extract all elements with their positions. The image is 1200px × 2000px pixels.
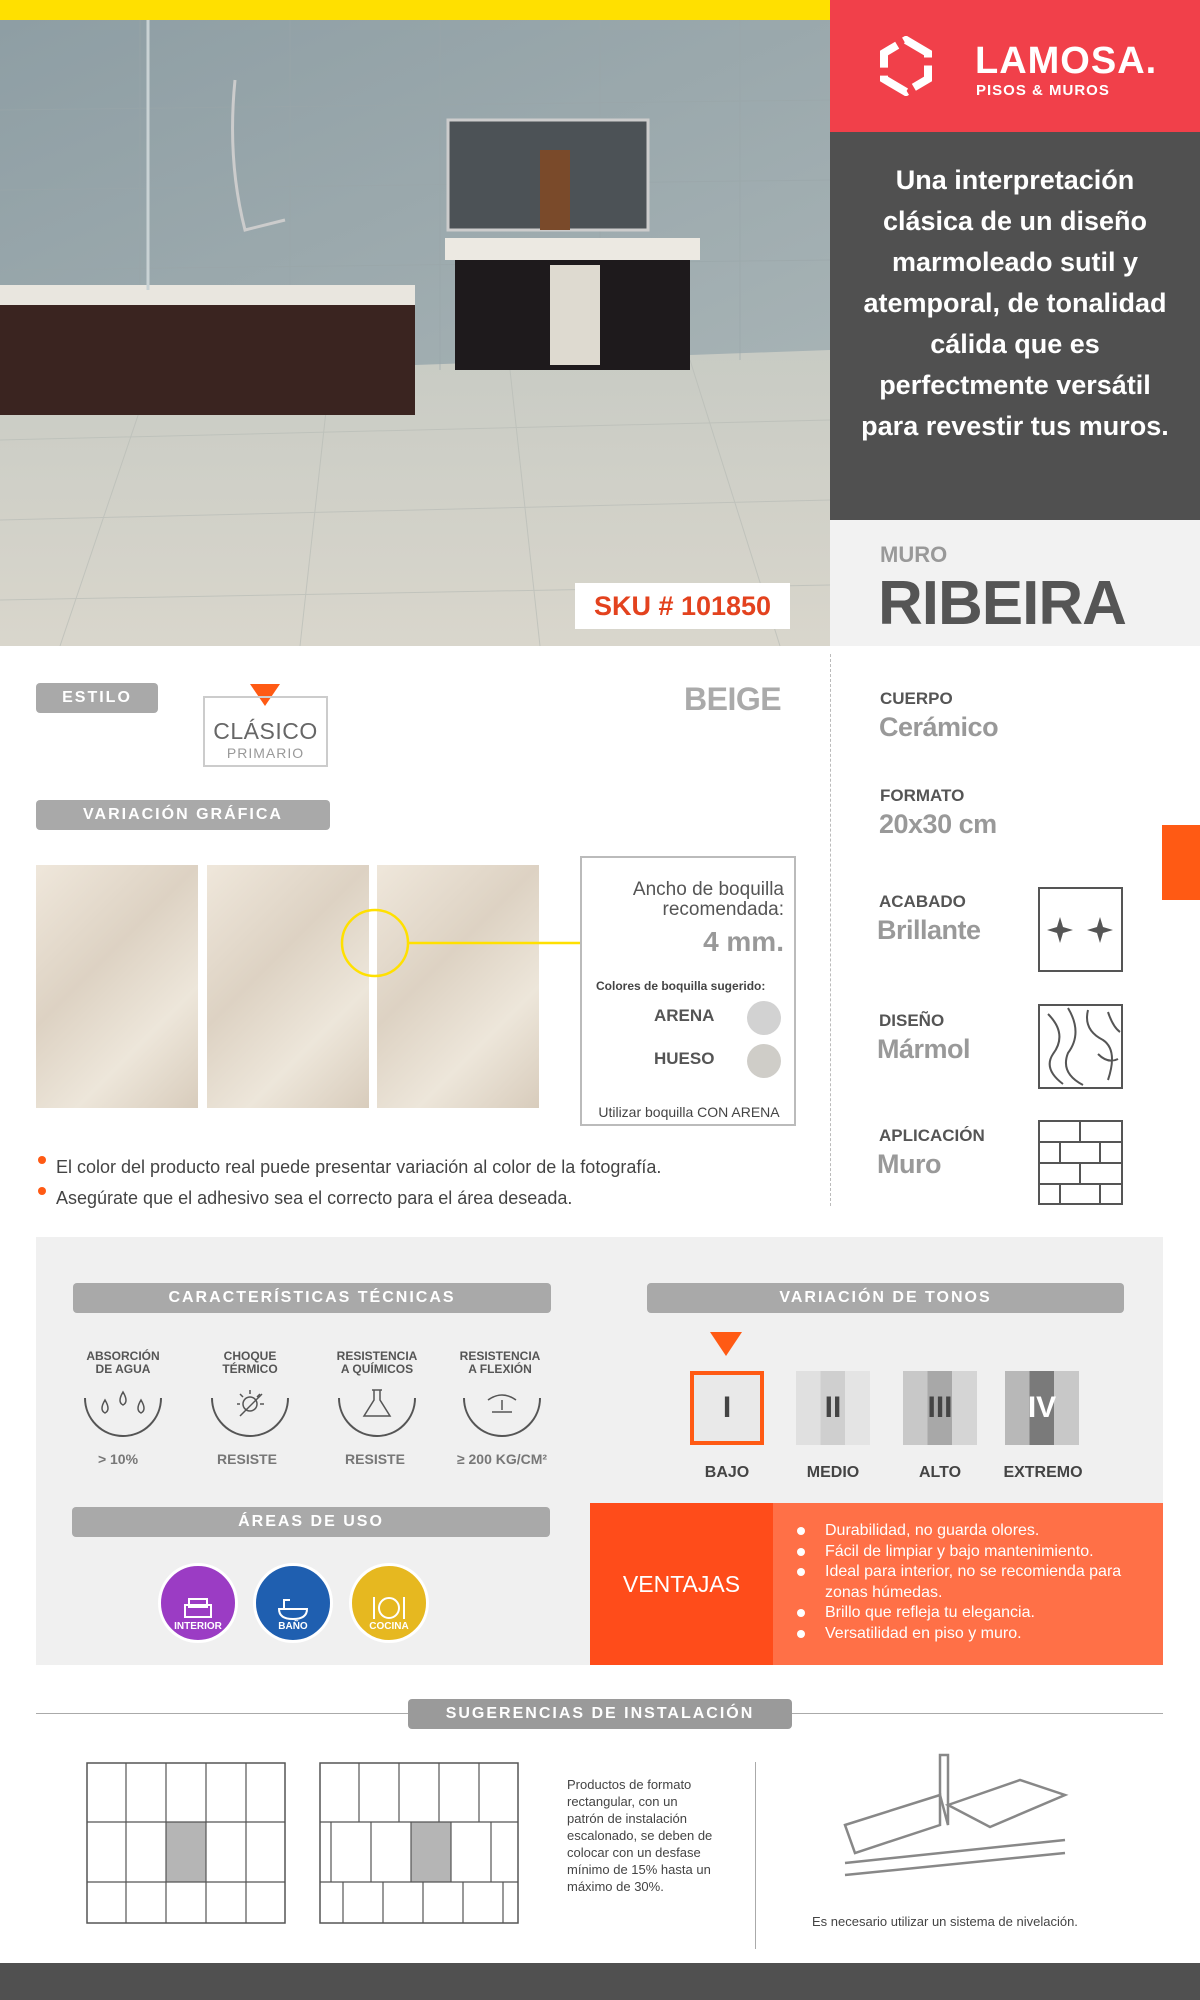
brand-subtitle: PISOS & MUROS [976, 82, 1110, 99]
tech-3-label1: RESISTENCIA [336, 1349, 418, 1363]
area-cocina [349, 1563, 429, 1643]
grid-pattern-icon [86, 1762, 286, 1924]
prop-acabado-value: Brillante [877, 915, 981, 945]
plate-icon [372, 1595, 406, 1621]
bathroom-illustration [0, 20, 830, 646]
prop-cuerpo-label: CUERPO [880, 689, 953, 708]
tile-sample-3 [377, 865, 539, 1108]
tono-alto-label: ALTO [918, 1464, 962, 1481]
boquilla-color-1: ARENA [654, 1006, 715, 1025]
tono-alto-swatch: III [903, 1371, 977, 1445]
sku-label: SKU # 101850 [575, 583, 790, 629]
color-name: BEIGE [684, 681, 782, 717]
tech-2-label1: CHOQUE [223, 1349, 277, 1363]
tono-extremo-label: EXTREMO [1003, 1464, 1083, 1481]
tech-1-value: > 10% [97, 1451, 139, 1467]
boquilla-footer: Utilizar boquilla CON ARENA [598, 1104, 780, 1120]
tono-medio-label: MEDIO [806, 1464, 860, 1481]
boquilla-box [580, 856, 796, 1126]
tech-title: CARACTERÍSTICAS TÉCNICAS [73, 1283, 551, 1313]
ventajas-title: VENTAJAS [590, 1503, 773, 1665]
area-interior [158, 1563, 238, 1643]
water-drops-icon [83, 1388, 163, 1438]
boquilla-swatch-1 [747, 1001, 781, 1035]
install-divider [755, 1762, 756, 1949]
tech-4-value: ≥ 200 KG/CM² [456, 1451, 548, 1467]
prop-diseno-label: DISEÑO [879, 1011, 945, 1030]
column-divider [830, 654, 831, 1206]
marmol-icon [1038, 1004, 1123, 1089]
leveling-system-icon [840, 1735, 1070, 1895]
area-interior-label: INTERIOR [174, 1621, 222, 1632]
boquilla-swatch-2 [747, 1044, 781, 1078]
grout-callout-icon [340, 905, 615, 985]
muro-icon [1038, 1120, 1123, 1205]
ventajas-list [773, 1503, 1163, 1665]
thermal-shock-icon [210, 1388, 290, 1438]
top-accent-bar [0, 0, 830, 20]
tono-bajo-label: BAJO [704, 1464, 750, 1481]
hero-photo [0, 20, 830, 646]
note-1: El color del producto real puede presentar variación al color de la fotografía. [56, 1157, 662, 1177]
product-category: MURO [880, 542, 948, 567]
boquilla-title: Ancho de boquilla recomendada: [632, 879, 784, 920]
estilo-sub: PRIMARIO [226, 745, 305, 761]
ventaja-item: Versatilidad en piso y muro. [795, 1624, 1151, 1645]
tono-extremo-swatch: IV [1005, 1371, 1079, 1445]
staggered-pattern-icon [319, 1762, 519, 1924]
estilo-badge [203, 696, 328, 767]
ventaja-item: Ideal para interior, no se recomienda para zonas húmedas. [795, 1562, 1151, 1603]
tile-sample-1 [36, 865, 198, 1108]
intro-text: Una interpretación clásica de un diseño marmoleado sutil y atemporal, de tonalidad cálida que es perfectmente versátil para revestir tus muros. [830, 132, 1200, 520]
tono-medio-swatch: II [796, 1371, 870, 1445]
variacion-grafica-label: VARIACIÓN GRÁFICA [36, 800, 330, 830]
boquilla-colors-label: Colores de boquilla sugerido: [596, 979, 766, 993]
prop-formato-value: 20x30 cm [879, 809, 997, 839]
areas-title: ÁREAS DE USO [72, 1507, 550, 1537]
tile-sample-2 [207, 865, 369, 1108]
estilo-value: CLÁSICO [213, 718, 318, 744]
side-accent-tab [1162, 825, 1200, 900]
note-bullet-icon [38, 1187, 46, 1195]
flask-icon [337, 1388, 417, 1438]
tech-4-label2: A FLEXIÓN [468, 1362, 532, 1376]
nivelacion-text: Es necesario utilizar un sistema de nivelación. [812, 1914, 1078, 1929]
ventaja-item: Fácil de limpiar y bajo mantenimiento. [795, 1542, 1151, 1563]
tech-2-value: RESISTE [217, 1451, 277, 1467]
tonos-title: VARIACIÓN DE TONOS [647, 1283, 1124, 1313]
prop-aplicacion-value: Muro [877, 1149, 941, 1179]
product-name-block [830, 520, 1200, 646]
boquilla-width: 4 mm. [703, 926, 784, 957]
prop-formato-label: FORMATO [880, 786, 965, 805]
prop-aplicacion-label: APLICACIÓN [879, 1126, 985, 1145]
tech-3-label2: A QUÍMICOS [340, 1362, 414, 1376]
product-name: RIBEIRA [878, 569, 1126, 638]
brand-name: LAMOSA. [975, 40, 1158, 82]
area-bano [253, 1563, 333, 1643]
tech-4-label1: RESISTENCIA [459, 1349, 541, 1363]
tono-bajo-swatch: I [690, 1371, 764, 1445]
instalacion-text: Productos de formato rectangular, con un patrón de instalación escalonado, se deben de colocar con un desfase mínimo de 15% hasta un máximo de 30%. [567, 1777, 713, 1894]
brand-block [830, 0, 1200, 132]
prop-diseno-value: Mármol [877, 1034, 971, 1064]
tech-2-label2: TÉRMICO [222, 1362, 278, 1376]
prop-cuerpo-value: Cerámico [879, 712, 999, 742]
note-2: Asegúrate que el adhesivo sea el correcto para el área deseada. [56, 1188, 573, 1208]
estilo-label: ESTILO [36, 683, 158, 713]
area-cocina-label: COCINA [369, 1621, 409, 1632]
bathtub-icon [276, 1597, 310, 1621]
armchair-icon [181, 1597, 215, 1621]
boquilla-color-2: HUESO [654, 1049, 715, 1068]
footer-bar [0, 1963, 1200, 2000]
lamosa-logo-icon [876, 36, 936, 96]
tono-marker-icon [710, 1332, 742, 1358]
brillante-icon [1038, 887, 1123, 972]
ventaja-item: Durabilidad, no guarda olores. [795, 1521, 1151, 1542]
note-bullet-icon [38, 1156, 46, 1164]
tech-1-label2: DE AGUA [95, 1362, 151, 1376]
tech-1-label1: ABSORCIÓN [86, 1349, 160, 1363]
instalacion-title: SUGERENCIAS DE INSTALACIÓN [408, 1699, 792, 1729]
prop-acabado-label: ACABADO [879, 892, 966, 911]
ventaja-item: Brillo que refleja tu elegancia. [795, 1603, 1151, 1624]
area-bano-label: BAÑO [278, 1621, 308, 1632]
tech-3-value: RESISTE [345, 1451, 405, 1467]
flexion-icon [462, 1388, 542, 1438]
